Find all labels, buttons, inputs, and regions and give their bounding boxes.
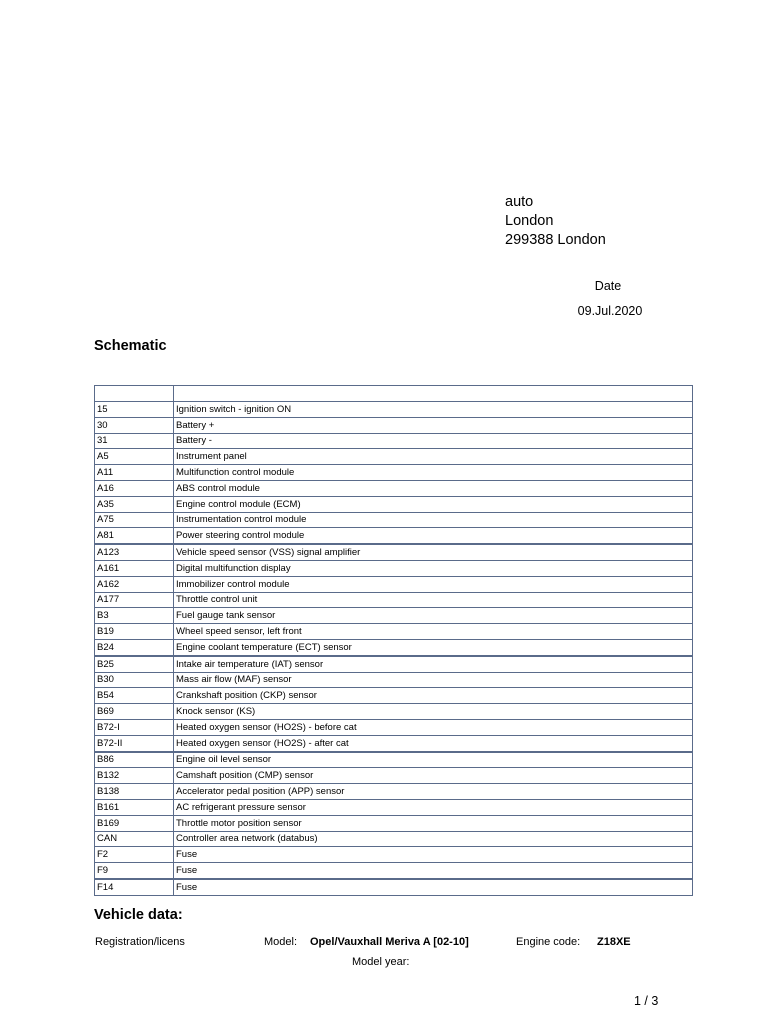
address-block <box>505 193 606 250</box>
component-description: Controller area network (databus) <box>174 831 693 847</box>
engine-code-value: Z18XE <box>597 936 631 948</box>
address-line-3: 299388 London <box>505 232 606 248</box>
table-row <box>95 672 693 688</box>
date-value: 09.Jul.2020 <box>577 304 643 318</box>
table-row <box>95 480 693 496</box>
component-code: B72-I <box>95 719 174 735</box>
table-header-description <box>174 386 693 402</box>
table-row <box>95 768 693 784</box>
table-row <box>95 799 693 815</box>
component-description: Instrument panel <box>174 449 693 465</box>
component-code: A5 <box>95 449 174 465</box>
component-description: ABS control module <box>174 480 693 496</box>
component-description: Immobilizer control module <box>174 576 693 592</box>
component-code: A16 <box>95 480 174 496</box>
component-code: A177 <box>95 592 174 608</box>
component-description: Power steering control module <box>174 528 693 544</box>
table-row <box>95 719 693 735</box>
component-description: Digital multifunction display <box>174 560 693 576</box>
component-code: A162 <box>95 576 174 592</box>
table-row <box>95 417 693 433</box>
component-description: Battery + <box>174 417 693 433</box>
table-row <box>95 735 693 751</box>
component-code: B72-II <box>95 735 174 751</box>
vehicle-data-title: Vehicle data: <box>94 907 183 923</box>
component-description: Engine control module (ECM) <box>174 496 693 512</box>
table-row <box>95 608 693 624</box>
component-description: Engine oil level sensor <box>174 752 693 768</box>
component-code: B138 <box>95 784 174 800</box>
component-description: AC refrigerant pressure sensor <box>174 799 693 815</box>
component-legend-table <box>94 385 693 896</box>
table-header-code <box>95 386 174 402</box>
component-description: Throttle motor position sensor <box>174 815 693 831</box>
component-description: Camshaft position (CMP) sensor <box>174 768 693 784</box>
component-description: Ignition switch - ignition ON <box>174 402 693 418</box>
registration-label: Registration/licens <box>95 936 185 948</box>
table-row <box>95 704 693 720</box>
component-description: Crankshaft position (CKP) sensor <box>174 688 693 704</box>
table-row <box>95 528 693 544</box>
table-row <box>95 560 693 576</box>
component-code: F14 <box>95 879 174 895</box>
component-code: F2 <box>95 847 174 863</box>
table-row <box>95 831 693 847</box>
component-description: Battery - <box>174 433 693 449</box>
component-code: B54 <box>95 688 174 704</box>
component-code: 15 <box>95 402 174 418</box>
component-description: Fuse <box>174 847 693 863</box>
component-description: Intake air temperature (IAT) sensor <box>174 656 693 672</box>
table-row <box>95 465 693 481</box>
component-description: Knock sensor (KS) <box>174 704 693 720</box>
component-description: Heated oxygen sensor (HO2S) - before cat <box>174 719 693 735</box>
model-year-label: Model year: <box>352 956 410 968</box>
engine-code-label: Engine code: <box>516 936 581 948</box>
model-label: Model: <box>264 936 298 948</box>
address-line-2: London <box>505 213 554 229</box>
table-row <box>95 688 693 704</box>
component-code: B30 <box>95 672 174 688</box>
component-description: Fuse <box>174 863 693 879</box>
table-row <box>95 656 693 672</box>
component-code: B19 <box>95 624 174 640</box>
table-row <box>95 863 693 879</box>
table-row <box>95 592 693 608</box>
component-code: B3 <box>95 608 174 624</box>
table-row <box>95 815 693 831</box>
component-description: Mass air flow (MAF) sensor <box>174 672 693 688</box>
component-code: A35 <box>95 496 174 512</box>
component-code: 30 <box>95 417 174 433</box>
component-description: Multifunction control module <box>174 465 693 481</box>
component-code: B86 <box>95 752 174 768</box>
table-row <box>95 449 693 465</box>
component-description: Heated oxygen sensor (HO2S) - after cat <box>174 735 693 751</box>
table-row <box>95 847 693 863</box>
table-row <box>95 784 693 800</box>
date-label: Date <box>594 279 622 293</box>
component-description: Fuse <box>174 879 693 895</box>
component-description: Instrumentation control module <box>174 512 693 528</box>
component-description: Accelerator pedal position (APP) sensor <box>174 784 693 800</box>
table-row <box>95 879 693 895</box>
table-row <box>95 639 693 655</box>
table-row <box>95 752 693 768</box>
component-description: Vehicle speed sensor (VSS) signal amplifier <box>174 544 693 560</box>
table-row <box>95 496 693 512</box>
table-row <box>95 576 693 592</box>
component-code: B132 <box>95 768 174 784</box>
address-line-1: auto <box>505 194 534 210</box>
table-header-row <box>95 386 693 402</box>
component-code: A11 <box>95 465 174 481</box>
table-row <box>95 512 693 528</box>
table-row <box>95 402 693 418</box>
table-row <box>95 624 693 640</box>
component-code: B169 <box>95 815 174 831</box>
component-code: B69 <box>95 704 174 720</box>
component-code: A123 <box>95 544 174 560</box>
table-row <box>95 544 693 560</box>
component-description: Wheel speed sensor, left front <box>174 624 693 640</box>
component-code: CAN <box>95 831 174 847</box>
component-description: Engine coolant temperature (ECT) sensor <box>174 639 693 655</box>
component-description: Fuel gauge tank sensor <box>174 608 693 624</box>
component-code: A81 <box>95 528 174 544</box>
page-number: 1 / 3 <box>634 994 659 1008</box>
component-code: F9 <box>95 863 174 879</box>
component-description: Throttle control unit <box>174 592 693 608</box>
schematic-title: Schematic <box>94 338 167 354</box>
model-value: Opel/Vauxhall Meriva A [02-10] <box>310 936 469 948</box>
table-row <box>95 433 693 449</box>
component-code: B161 <box>95 799 174 815</box>
component-code: A75 <box>95 512 174 528</box>
component-code: A161 <box>95 560 174 576</box>
component-code: B24 <box>95 639 174 655</box>
component-code: B25 <box>95 656 174 672</box>
component-code: 31 <box>95 433 174 449</box>
date-block <box>560 279 660 318</box>
